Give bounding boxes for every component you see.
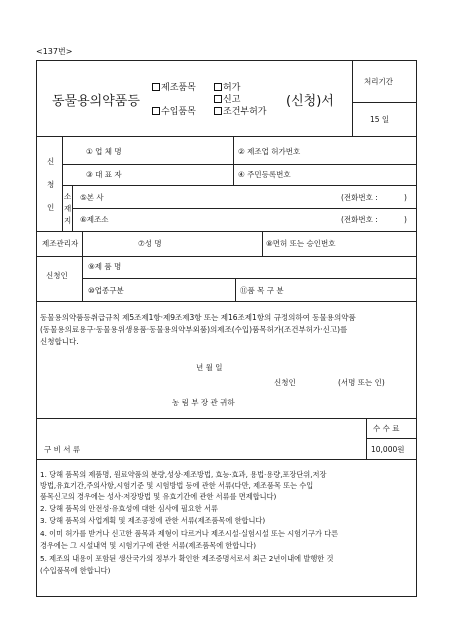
row-line-3 — [72, 208, 416, 209]
location-side-3: 지 — [64, 216, 72, 225]
note-line-1: 1. 당해 품목의 제품명, 원료약품의 분량,성상·제조방법, 효능·효과, 용법·용량,포장단위,저장 — [40, 470, 327, 479]
form-number: <137번> — [36, 47, 73, 56]
product-side-label: 신청인 — [46, 271, 68, 280]
manager-bottom — [36, 256, 417, 257]
fee-label: 수 수 료 — [373, 424, 400, 433]
note-line-6: 4. 이미 허가를 받거나 신고한 품목과 제형이 다르거나 제조시설·실험시설 또는 시험기구가 다른 — [40, 529, 339, 538]
location-side-2: 재 — [64, 204, 72, 213]
note-line-9: (수입품목에 한합니다) — [40, 566, 111, 575]
factory-phone-label: (전화번호 : — [341, 215, 378, 224]
option-import[interactable]: 수입품목 — [152, 107, 196, 117]
headquarters-phone-close: ) — [404, 193, 407, 202]
fee-top — [36, 418, 417, 419]
resident-number-label: ④ 주민등록번호 — [238, 170, 291, 179]
checkbox-icon[interactable] — [152, 107, 160, 115]
manager-name-label: ⑦성 명 — [138, 239, 162, 248]
note-line-7: 경우에는 그 시설내역 및 시험기구에 관한 서류(제조품목에 한합니다) — [40, 541, 257, 550]
row-line-1 — [62, 164, 416, 165]
title-suffix: (신청)서 — [286, 94, 334, 109]
loc-divider — [72, 185, 73, 231]
license-approval-label: ⑧면허 또는 승인번호 — [266, 239, 336, 248]
item-category-label: ⑪품 목 구 분 — [240, 286, 284, 295]
applicant-side-3: 인 — [47, 203, 55, 212]
applicant-side-divider — [62, 136, 63, 231]
statement-line-2: (동물용의료용구·동물용위생용품·동물용의약부외품)의제조(수입)품목허가(조건부허가·신고)를 — [40, 325, 348, 334]
addressee: 농 림 부 장 관 귀하 — [172, 398, 235, 407]
factory-phone-close: ) — [404, 215, 407, 224]
processing-label: 처리기간 — [364, 77, 393, 86]
headquarters-phone-label: (전화번호 : — [341, 193, 378, 202]
manager-mid-divider — [262, 231, 263, 256]
applicant-side-1: 신 — [47, 157, 55, 166]
frame-left — [36, 60, 37, 597]
manager-top — [36, 231, 417, 232]
note-line-2: 방법,유효기간,주의사항,시험기준 및 시험방법 등에 관한 서류(다만, 제조품목 또는 수입 — [40, 481, 314, 490]
header-bottom — [36, 136, 417, 137]
note-line-8: 5. 제조의 내용이 포함된 생산국가의 정부가 확인한 제조증명서로서 최근 2년이내에 발행한 것 — [40, 554, 334, 563]
col-divider-top — [233, 136, 234, 185]
date-line: 년 월 일 — [196, 363, 223, 372]
note-line-4: 2. 당해 품목의 안전성·유효성에 대한 심사에 필요한 서류 — [40, 504, 218, 513]
fee-bottom — [36, 459, 417, 460]
frame-right — [416, 60, 417, 597]
row-line-2 — [62, 185, 416, 186]
processing-mid — [352, 102, 416, 103]
option-conditional[interactable]: 조건부허가 — [214, 107, 266, 117]
frame-top — [36, 60, 417, 61]
fee-value: 10,000원 — [371, 445, 405, 454]
checkbox-icon[interactable] — [214, 83, 222, 91]
factory-label: ⑥제조소 — [80, 215, 109, 224]
product-mid — [82, 278, 416, 279]
checkbox-icon[interactable] — [152, 83, 160, 91]
fee-mid — [366, 438, 416, 439]
location-side-1: 소 — [64, 192, 72, 201]
representative-label: ③ 대 표 자 — [86, 170, 122, 179]
processing-value: 15 일 — [370, 115, 390, 124]
statement-line-3: 신청합니다. — [40, 337, 79, 346]
business-type-label: ⑩업종구분 — [88, 286, 124, 295]
processing-divider — [352, 60, 353, 137]
note-line-5: 3. 당해 품목의 사업계획 및 제조공정에 관한 서류(제조품목에 한합니다) — [40, 516, 266, 525]
company-name-label: ① 업 체 명 — [86, 147, 122, 156]
checkbox-icon[interactable] — [214, 95, 222, 103]
checkbox-icon[interactable] — [214, 107, 222, 115]
documents-label: 구 비 서 류 — [44, 445, 81, 454]
option-manufacture[interactable]: 제조품목 — [152, 83, 196, 93]
product-sub-divider — [235, 278, 236, 301]
product-bottom — [36, 301, 417, 302]
license-number-label: ② 제조업 허가번호 — [238, 147, 301, 156]
option-permit[interactable]: 허가 — [214, 83, 240, 93]
headquarters-label: ⑤본 사 — [80, 193, 104, 202]
note-line-3: 품목신고의 경우에는 성사·저장방법 및 유효기간에 관한 서류를 면제합니다) — [40, 492, 277, 501]
product-name-label: ⑨제 품 명 — [88, 262, 122, 271]
manager-label: 제조관리자 — [42, 239, 79, 248]
frame-bottom — [36, 596, 417, 597]
signature-note: (서명 또는 인) — [338, 378, 385, 387]
manager-divider — [82, 231, 83, 256]
statement-line-1: 동물용의약품등취급규칙 제5조제1항·제9조제3항 또는 제16조제1항의 규정의하여 동물용의약품 — [40, 313, 356, 322]
signer-label: 신청인 — [274, 378, 296, 387]
option-report[interactable]: 신고 — [214, 95, 240, 105]
applicant-side-2: 청 — [47, 180, 55, 189]
fee-divider — [366, 418, 367, 460]
title-main: 동물용의약품등 — [52, 94, 140, 109]
